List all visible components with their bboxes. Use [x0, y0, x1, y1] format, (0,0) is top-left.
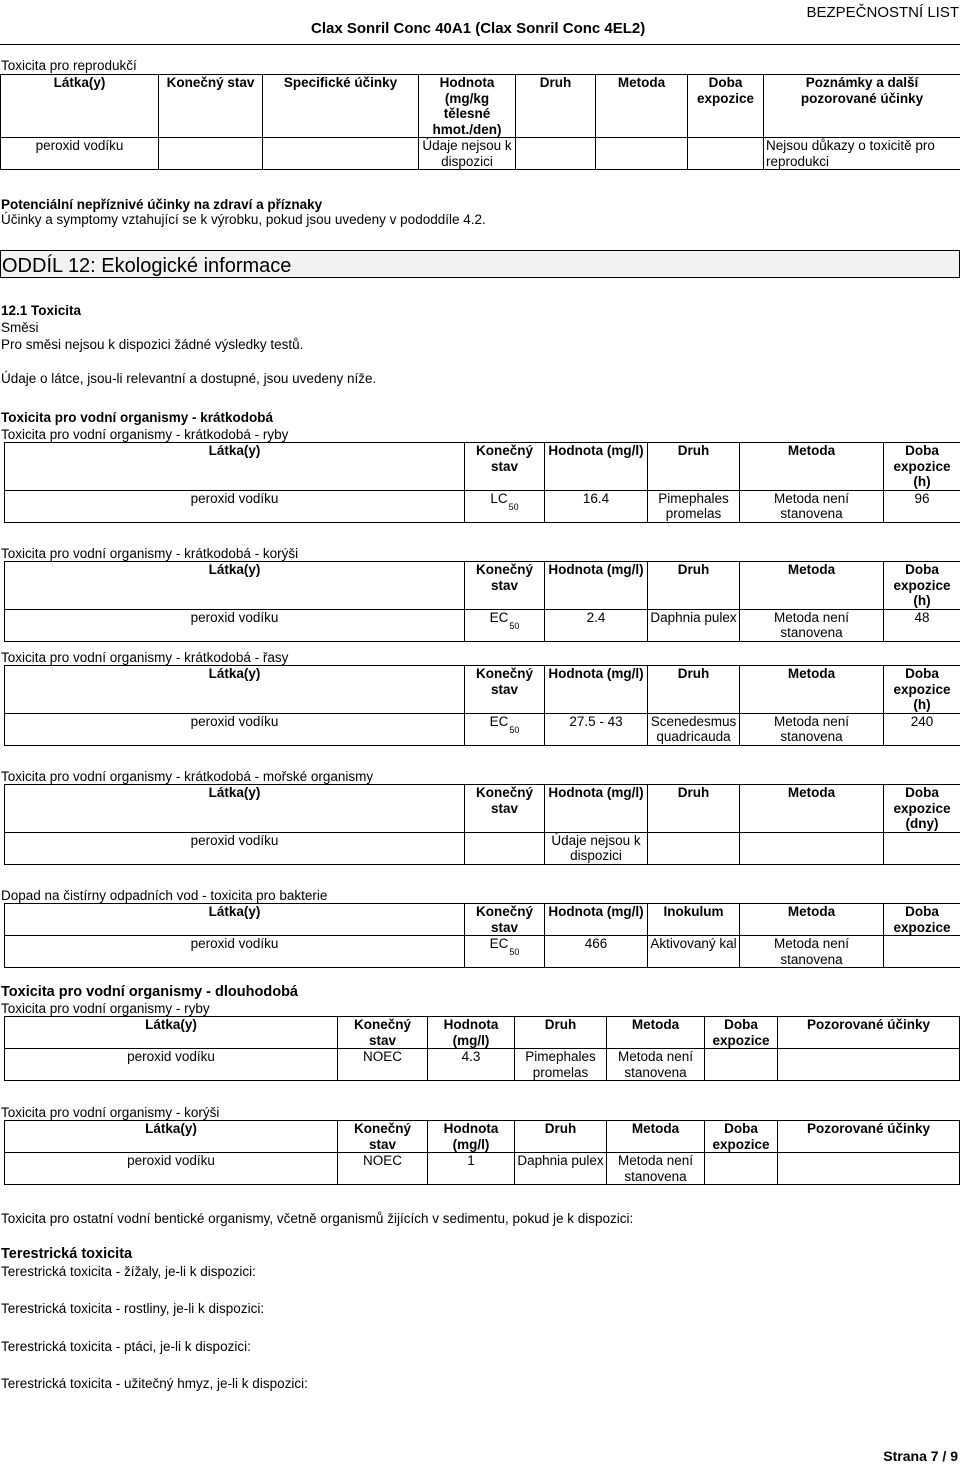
col-header: Pozorované účinky [778, 1121, 960, 1153]
col-header: Specifické účinky [263, 75, 419, 138]
short-bact-table [4, 903, 960, 968]
col-header: Látka(y) [5, 785, 465, 833]
col-header: Konečný stav [159, 75, 263, 138]
table-row: peroxid vodíku $EC_{50}$ 466 Aktivovaný kal Metoda není stanovena [5, 936, 960, 968]
col-header: Metoda [607, 1121, 705, 1153]
col-header: Konečný stav [465, 562, 545, 610]
col-header: Hodnota (mg/l) [545, 904, 648, 936]
col-header: Hodnota (mg/kg tělesné hmot./den) [419, 75, 516, 138]
terrestrial-line: Terestrická toxicita - žížaly, je-li k dispozici: [1, 1264, 256, 1280]
section-title: ODDÍL 12: Ekologické informace [2, 255, 291, 277]
col-header: Konečný stav [465, 785, 545, 833]
col-header: Hodnota (mg/l) [428, 1121, 515, 1153]
col-header: Metoda [607, 1017, 705, 1049]
col-header: Látka(y) [1, 75, 159, 138]
product-name: Clax Sonril Conc 40A1 (Clax Sonril Conc 4EL2) [311, 21, 645, 37]
long-crust-table [4, 1120, 960, 1185]
col-header: Doba expozice (h) [884, 666, 960, 714]
col-header: Metoda [740, 785, 884, 833]
col-header: Doba expozice [688, 75, 764, 138]
col-header: Pozorované účinky [778, 1017, 960, 1049]
col-header: Doba expozice (dny) [884, 785, 960, 833]
col-header: Poznámky a další pozorované účinky [764, 75, 960, 138]
col-header: Doba expozice (h) [884, 562, 960, 610]
col-header: Hodnota (mg/l) [545, 562, 648, 610]
col-header: Látka(y) [5, 562, 465, 610]
col-header: Látka(y) [5, 666, 465, 714]
table-row: peroxid vodíku $LC_{50}$ 16.4 Pimephales promelas Metoda není stanovena 96 [5, 490, 960, 522]
table-row: peroxid vodíku Údaje nejsou k dispozici [5, 832, 960, 864]
short-bact-title: Dopad na čistírny odpadních vod - toxicita pro bakterie [1, 888, 327, 904]
col-header: Látka(y) [5, 1017, 338, 1049]
short-crust-title: Toxicita pro vodní organismy - krátkodobá - korýši [1, 546, 298, 562]
short-fish-title: Toxicita pro vodní organismy - krátkodobá - ryby [1, 427, 288, 443]
terrestrial-line: Terestrická toxicita - ptáci, je-li k dispozici: [1, 1339, 251, 1355]
col-header: Druh [648, 666, 740, 714]
col-header: Hodnota (mg/l) [428, 1017, 515, 1049]
col-header: Hodnota (mg/l) [545, 666, 648, 714]
terrestrial-title: Terestrická toxicita [1, 1247, 132, 1263]
col-header: Hodnota (mg/l) [545, 443, 648, 491]
col-header: Druh [515, 1017, 607, 1049]
document-type: BEZPEČNOSTNÍ LIST [806, 5, 959, 21]
header-rule [0, 44, 960, 45]
substance-text: Údaje o látce, jsou-li relevantní a dostupné, jsou uvedeny níže. [1, 371, 376, 387]
col-header: Metoda [740, 443, 884, 491]
col-header: Druh [515, 1121, 607, 1153]
col-header: Metoda [740, 904, 884, 936]
col-header: Látka(y) [5, 443, 465, 491]
col-header: Druh [648, 443, 740, 491]
adverse-title: Potenciální nepříznivé účinky na zdraví a příznaky [1, 197, 322, 213]
col-header: Metoda [740, 562, 884, 610]
short-algae-table [4, 665, 960, 746]
repro-table [0, 74, 960, 170]
col-header: Druh [648, 562, 740, 610]
col-header: Metoda [740, 666, 884, 714]
terrestrial-line: Terestrická toxicita - rostliny, je-li k dispozici: [1, 1301, 264, 1317]
terrestrial-line: Terestrická toxicita - užitečný hmyz, je-li k dispozici: [1, 1376, 308, 1392]
col-header: Metoda [596, 75, 688, 138]
adverse-text: Účinky a symptomy vztahující se k výrobku, pokud jsou uvedeny v pododdíle 4.2. [1, 212, 486, 228]
col-header: Konečný stav [338, 1121, 428, 1153]
long-crust-title: Toxicita pro vodní organismy - korýši [1, 1105, 219, 1121]
col-header: Doba expozice [705, 1121, 778, 1153]
table-row: peroxid vodíku $EC_{50}$ 27.5 - 43 Scenedesmus quadricauda Metoda není stanovena 240 [5, 713, 960, 745]
mixtures-text: Pro směsi nejsou k dispozici žádné výsledky testů. [1, 337, 303, 353]
short-crust-table [4, 561, 960, 642]
long-fish-table [4, 1016, 960, 1081]
short-title: Toxicita pro vodní organismy - krátkodobá [1, 410, 273, 426]
col-header: Hodnota (mg/l) [545, 785, 648, 833]
benthic-text: Toxicita pro ostatní vodní bentické organismy, včetně organismů žijících v sedimentu, pokud je k dispozici: [1, 1211, 633, 1227]
col-header: Doba expozice [705, 1017, 778, 1049]
col-header: Druh [516, 75, 596, 138]
subsection-title: 12.1 Toxicita [1, 303, 81, 319]
short-marine-table [4, 784, 960, 865]
col-header: Konečný stav [465, 666, 545, 714]
short-fish-table [4, 442, 960, 523]
table-row: peroxid vodíku NOEC 1 Daphnia pulex Metoda není stanovena [5, 1153, 960, 1185]
table-row: peroxid vodíku NOEC 4.3 Pimephales promelas Metoda není stanovena [5, 1049, 960, 1081]
col-header: Látka(y) [5, 1121, 338, 1153]
short-algae-title: Toxicita pro vodní organismy - krátkodobá - řasy [1, 650, 288, 666]
short-marine-title: Toxicita pro vodní organismy - krátkodobá - mořské organismy [1, 769, 373, 785]
col-header: Inokulum [648, 904, 740, 936]
long-fish-title: Toxicita pro vodní organismy - ryby [1, 1001, 210, 1017]
col-header: Doba expozice [884, 904, 960, 936]
col-header: Konečný stav [465, 904, 545, 936]
long-title: Toxicita pro vodní organismy - dlouhodobá [1, 985, 298, 1001]
col-header: Doba expozice (h) [884, 443, 960, 491]
table-row: peroxid vodíku Údaje nejsou k dispozici Nejsou důkazy o toxicitě pro reprodukci [1, 138, 960, 170]
col-header: Konečný stav [338, 1017, 428, 1049]
col-header: Konečný stav [465, 443, 545, 491]
col-header: Druh [648, 785, 740, 833]
page-number: Strana 7 / 9 [883, 1449, 958, 1465]
mixtures-label: Směsi [1, 320, 39, 336]
repro-title: Toxicita pro reprodukčí [1, 58, 137, 74]
table-row: peroxid vodíku $EC_{50}$ 2.4 Daphnia pulex Metoda není stanovena 48 [5, 609, 960, 641]
col-header: Látka(y) [5, 904, 465, 936]
